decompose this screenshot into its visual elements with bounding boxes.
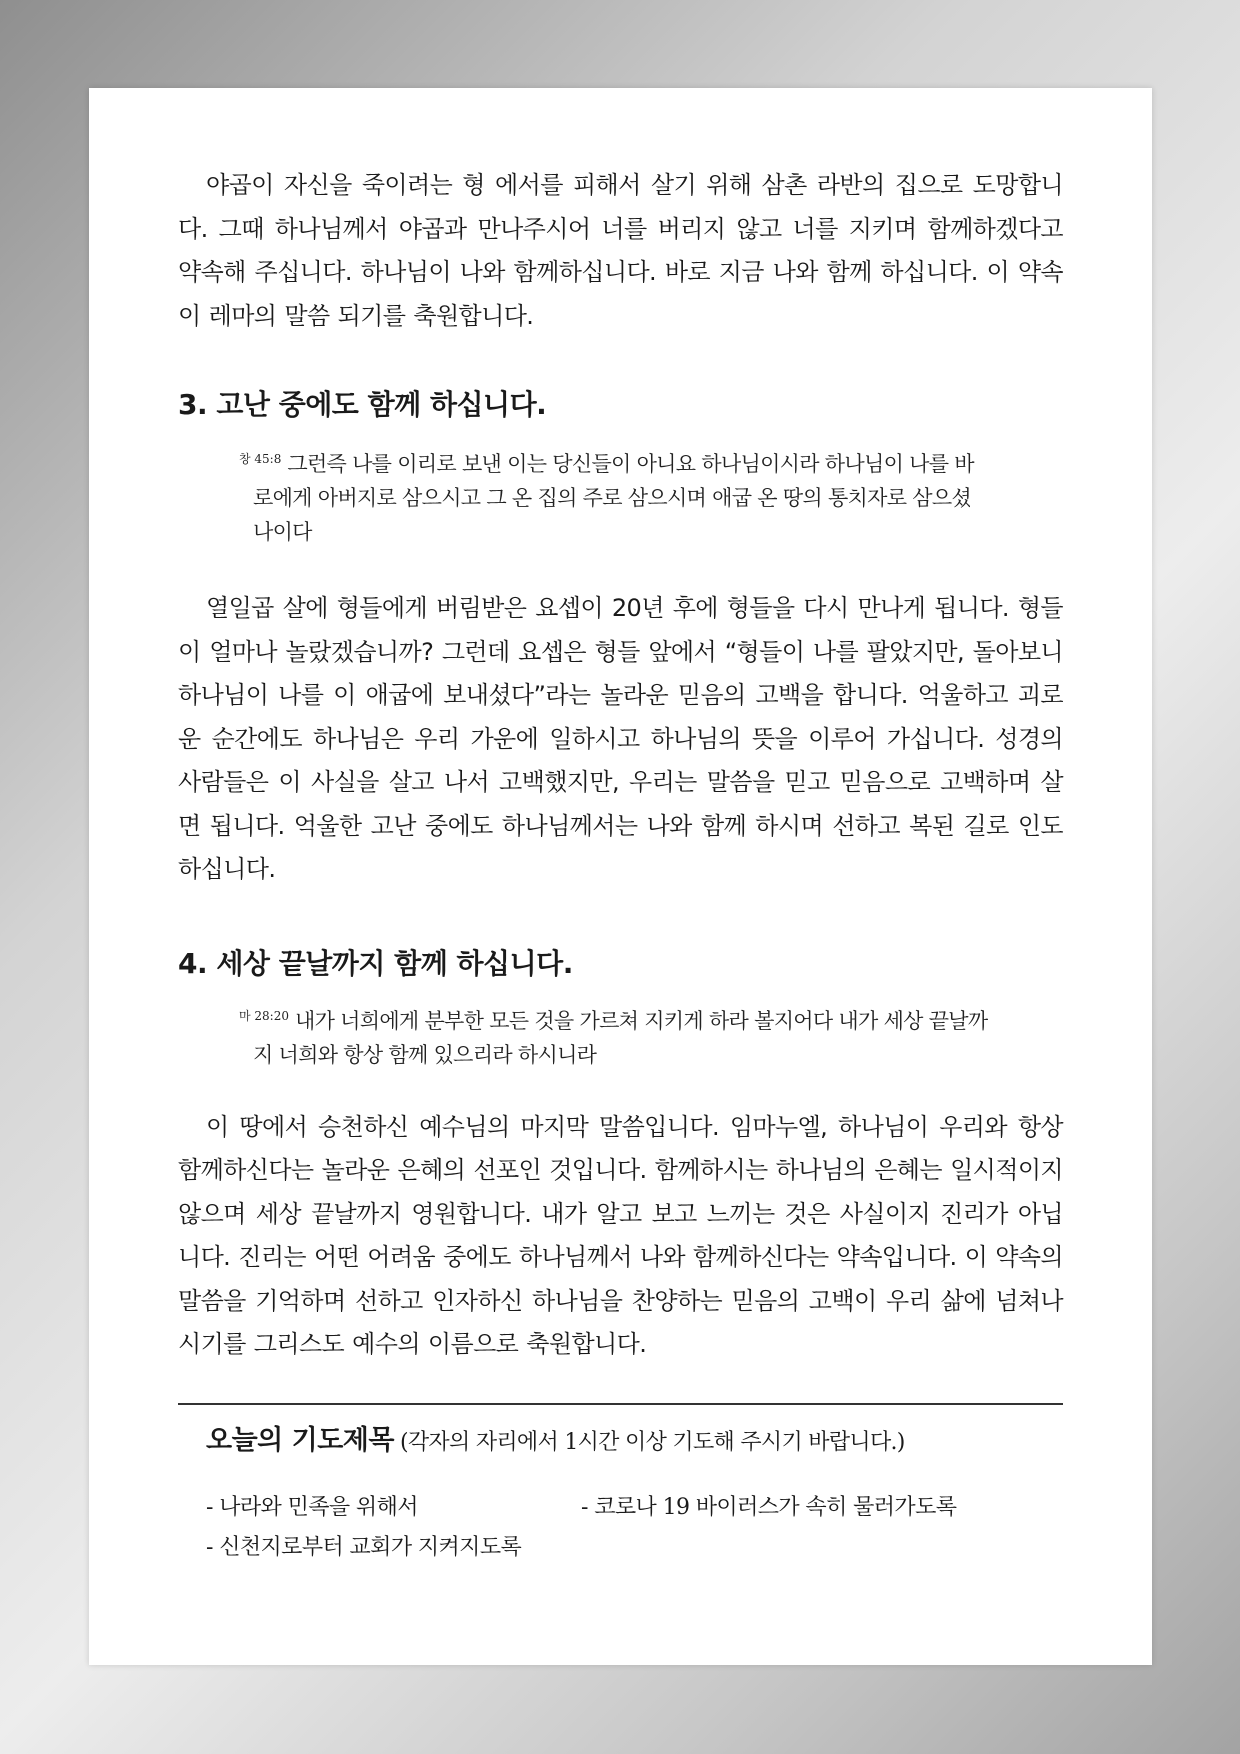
prayer-item: - 코로나 19 바이러스가 속히 물러가도록 <box>581 1494 957 1520</box>
prayer-item: - 나라와 민족을 위해서 <box>206 1494 418 1520</box>
section-4-paragraph: 이 땅에서 승천하신 예수님의 마지막 말씀입니다. 임마누엘, 하나님이 우리와 항상 함께하신다는 놀라운 은혜의 선포인 것입니다. 함께하시는 하나님의 은혜는 일시적이지 않으며 세상 끝날까지 영원합니다. 내가 알고 보고 느끼는 것은 사실이지 진리가 아닙니다. 진리는 어떤 어려움 중에도 하나님께서 나와 함께하신다는 약속입니다. 이 약속의 말씀을 기억하며 선하고 인자하신 하나님을 찬양하는 믿음의 고백이 우리 삶에 넘쳐나시기를 그리스도 예수의 이름으로 축원합니다. <box>178 1112 1063 1358</box>
section-divider <box>178 1403 1063 1405</box>
section-3-paragraph: 열일곱 살에 형들에게 버림받은 요셉이 20년 후에 형들을 다시 만나게 됩니다. 형들이 얼마나 놀랐겠습니까? 그런데 요셉은 형들 앞에서 “형들이 나를 팔았지만, 돌아보니 하나님이 나를 이 애굽에 보내셨다”라는 놀라운 믿음의 고백을 합니다. 억울하고 괴로운 순간에도 하나님은 우리 가운에 일하시고 하나님의 뜻을 이루어 가십니다. 성경의 사람들은 이 사실을 살고 나서 고백했지만, 우리는 말씀을 믿고 믿음으로 고백하며 살면 됩니다. 억울한 고난 중에도 하나님께서는 나와 함께 하시며 선하고 복된 길로 인도하십니다. <box>178 594 1063 883</box>
section-4-verse-reference: 마 28:20 <box>239 1008 289 1023</box>
section-3-verse <box>178 442 988 549</box>
section-3-verse-text: 그런즉 나를 이리로 보낸 이는 당신들이 아니요 하나님이시라 하나님이 나를 바로에게 아버지로 삼으시고 그 온 집의 주로 삼으시며 애굽 온 땅의 통치자로 삼으셨나이다 <box>253 452 974 544</box>
section-3-verse-reference: 창 45:8 <box>239 452 282 466</box>
section-4-heading: 4. 세상 끝날까지 함께 하십니다. <box>178 946 573 980</box>
prayer-item: - 신천지로부터 교회가 지켜지도록 <box>206 1534 522 1560</box>
prayer-title-main: 오늘의 기도제목 <box>206 1424 394 1456</box>
section-4-verse-text: 내가 너희에게 분부한 모든 것을 가르쳐 지키게 하라 볼지어다 내가 세상 끝날까지 너희와 항상 함께 있으리라 하시니라 <box>253 1008 988 1067</box>
prayer-title-note: (각자의 자리에서 1시간 이상 기도해 주시기 바랍니다.) <box>399 1429 905 1455</box>
document-page <box>89 88 1152 1665</box>
prayer-title <box>206 1424 1063 1460</box>
section-3-heading: 3. 고난 중에도 함께 하십니다. <box>178 388 547 421</box>
section-4-verse <box>178 999 988 1072</box>
document-content <box>178 164 1063 1563</box>
intro-paragraph: 야곱이 자신을 죽이려는 형 에서를 피해서 살기 위해 삼촌 라반의 집으로 도망합니다. 그때 하나님께서 야곱과 만나주시어 너를 버리지 않고 너를 지키며 함께하겠다고 약속해 주십니다. 하나님이 나와 함께하십니다. 바로 지금 나와 함께 하십니다. 이 약속이 레마의 말씀 되기를 축원합니다. <box>178 171 1063 330</box>
prayer-list <box>206 1493 1006 1563</box>
